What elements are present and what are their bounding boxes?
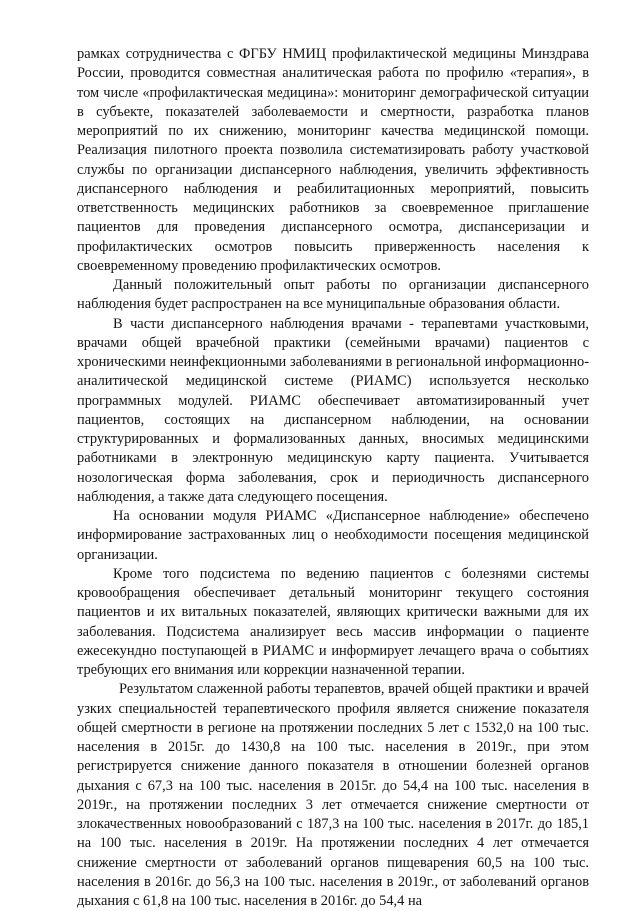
- paragraph-cooperation: рамках сотрудничества с ФГБУ НМИЦ профилактической медицины Минздрава России, проводится совместная аналитическая работа по профилю «терапия», в том числе «профилактическая медицина»: мониторинг демографической ситуации в субъекте, показателей заболеваемости и смертности, разработка планов мероприятий по их снижению, мониторинг качества медицинской помощи. Реализация пилотного проекта позволила систематизировать работу участковой службы по организации диспансерного наблюдения, увеличить эффективность диспансерного наблюдения и реабилитационных мероприятий, повысить ответственность медицинских работников за своевременное приглашение пациентов для проведения диспансерного осмотра, диспансеризации и профилактических осмотров повысить приверженность населения к своевременному проведению профилактических осмотров.: [77, 46, 589, 274]
- paragraph-notification: На основании модуля РИАМС «Диспансерное наблюдение» обеспечено информирование застрахованных лиц о необходимости посещения медицинской организации.: [77, 508, 589, 563]
- paragraph-mortality-results: Результатом слаженной работы терапевтов, врачей общей практики и врачей узких специальностей терапевтического профиля является снижение показателя общей смертности в регионе на протяжении последних 5 лет с 1532,0 на 100 тыс. населения в 2015г. до 1430,8 на 100 тыс. населения в 2019г., при этом регистрируется снижение данного показателя в отношении болезней органов дыхания с 67,3 на 100 тыс. населения в 2015г. до 54,4 на 100 тыс. населения в 2019г., на протяжении последних 3 лет отмечается снижение смертности от злокачественных новообразований с 187,3 на 100 тыс. населения в 2017г. до 185,1 на 100 тыс. населения в 2019г. На протяжении последних 4 лет отмечается снижение смертности от заболеваний органов пищеварения 60,5 на 100 тыс. населения в 2016г. до 56,3 на 100 тыс. населения в 2019г., от заболеваний органов дыхания с 61,8 на 100 тыс. населения в 2016г. до 54,4 на: [77, 681, 589, 909]
- paragraph-positive-experience: Данный положительный опыт работы по организации диспансерного наблюдения будет распространен на все муниципальные образования области.: [77, 277, 589, 313]
- paragraph-cardio-subsystem: Кроме того подсистема по ведению пациентов с болезнями системы кровообращения обеспечивает детальный мониторинг текущего состояния пациентов и их витальных показателей, являющих критически важными для их заболевания. Подсистема анализирует весь массив информации о пациенте ежесекундно поступающей в РИАМС и информирует лечащего врача о событиях требующих его внимания или коррекции назначенной терапии.: [77, 565, 589, 678]
- paragraph-riams-modules: В части диспансерного наблюдения врачами - терапевтами участковыми, врачами общей врачебной практики (семейными врачами) пациентов с хроническими неинфекционными заболеваниями в региональной информационно-аналитической медицинской системе (РИАМС) используется несколько программных модулей. РИАМС обеспечивает автоматизированный учет пациентов, состоящих на диспансерном наблюдении, на основании структурированных и формализованных данных, вносимых медицинскими работниками в электронную медицинскую карту пациента. Учитывается нозологическая форма заболевания, срок и периодичность диспансерного наблюдения, а также дата следующего посещения.: [77, 315, 589, 505]
